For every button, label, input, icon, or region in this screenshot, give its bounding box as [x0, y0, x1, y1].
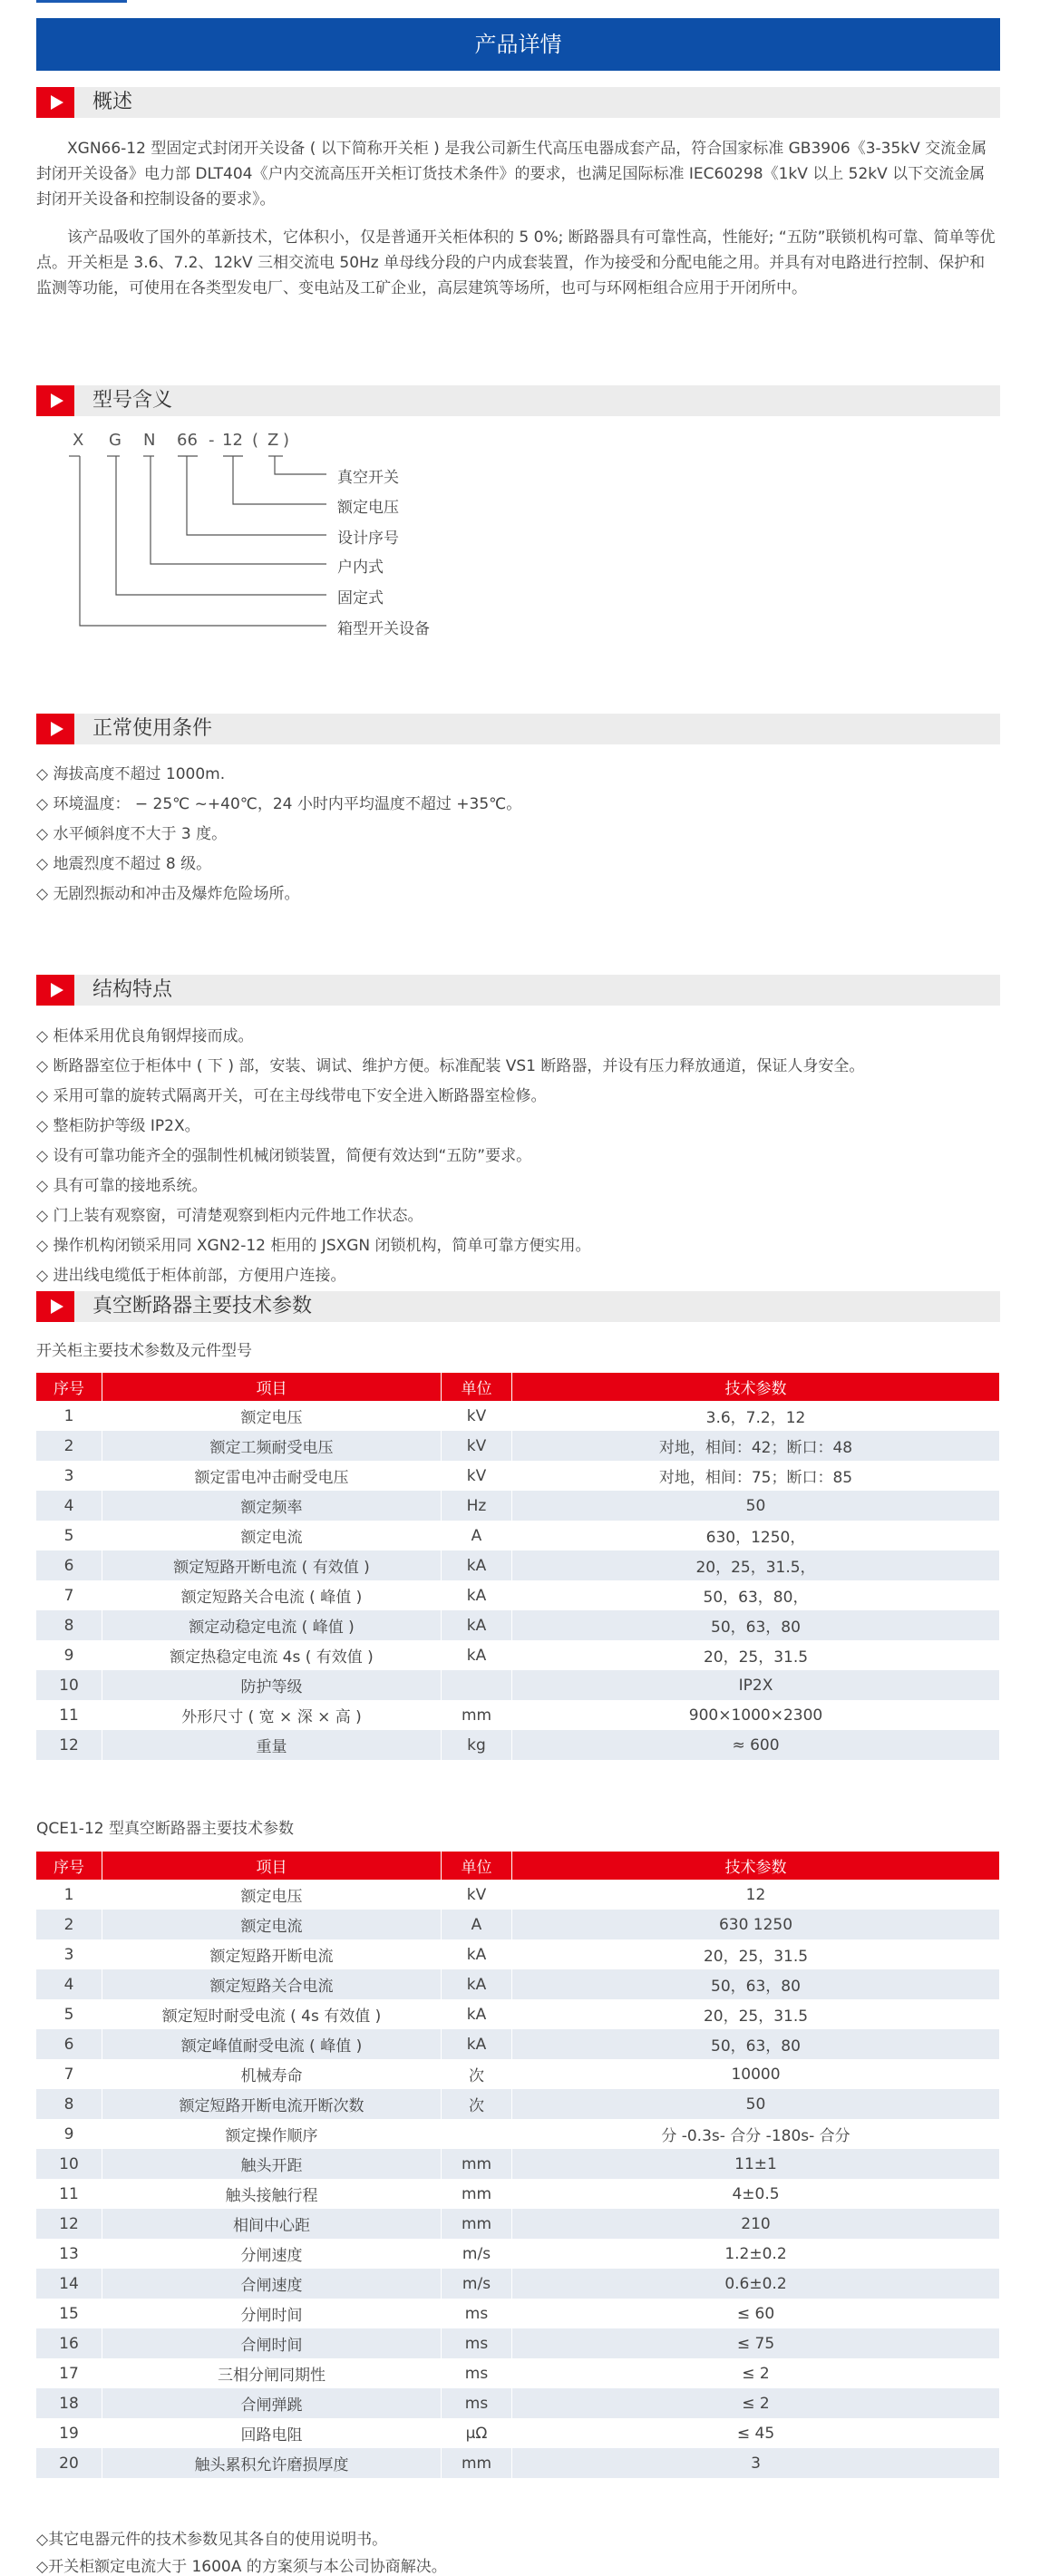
table-cell: 12: [512, 1880, 1000, 1910]
table-cell: 合闸时间: [102, 2328, 442, 2358]
table-cell: 1: [36, 1401, 102, 1431]
table-row: [36, 1580, 1000, 1610]
table-cell: 额定电压: [102, 1401, 442, 1431]
table-cell: 11: [36, 1700, 102, 1730]
table-cell: ≤ 45: [512, 2418, 1000, 2448]
table2-caption: QCE1-12 型真空断路器主要技术参数: [36, 1820, 294, 1838]
footnote: ◇其它电器元件的技术参数见其各自的使用说明书。: [36, 2531, 388, 2549]
footnote: ◇开关柜额定电流大于 1600A 的方案须与本公司协商解决。: [36, 2558, 447, 2576]
table-cell: 20，25，31.5，: [512, 1550, 1000, 1580]
table-cell: 20，25，31.5: [512, 1999, 1000, 2029]
list-item: ◇ 整柜防护等级 IP2X。: [36, 1117, 200, 1135]
table-cell: 额定电压: [102, 1880, 442, 1910]
table-cell: kV: [442, 1461, 512, 1491]
table-cell: 4: [36, 1491, 102, 1521]
table-cell: mm: [442, 1700, 512, 1730]
table-cell: kA: [442, 1640, 512, 1670]
table-cell: 2: [36, 1431, 102, 1461]
table-cell: 13: [36, 2239, 102, 2269]
table-header-row: [36, 1852, 1000, 1880]
section-header-conditions: [36, 714, 1000, 744]
table-cell: 6: [36, 1550, 102, 1580]
table-cell: 630 1250: [512, 1910, 1000, 1939]
table-cell: 相间中心距: [102, 2209, 442, 2239]
table-cell: [442, 2119, 512, 2149]
switchgear-params-table: [36, 1373, 1000, 1760]
table-cell: 额定短路开断电流 ( 有效值 ): [102, 1550, 442, 1580]
table-cell: mm: [442, 2209, 512, 2239]
table-row: [36, 2418, 1000, 2448]
model-diagram-lines: [0, 0, 1040, 653]
model-meaning-label: 真空开关: [337, 469, 399, 487]
list-item: ◇ 地震烈度不超过 8 级。: [36, 855, 212, 873]
table-cell: 额定短路开断电流开断次数: [102, 2089, 442, 2119]
table-cell: ≤ 75: [512, 2328, 1000, 2358]
table-row: [36, 2089, 1000, 2119]
table-cell: 3: [36, 1461, 102, 1491]
table-cell: 10: [36, 1670, 102, 1700]
table-cell: kA: [442, 2029, 512, 2059]
table-cell: 2: [36, 1910, 102, 1939]
table-row: [36, 2299, 1000, 2328]
table-body: [36, 1880, 1000, 2478]
table-cell: 0.6±0.2: [512, 2269, 1000, 2299]
table-cell: 7: [36, 2059, 102, 2089]
model-meaning-label: 额定电压: [337, 499, 399, 517]
table-cell: 11: [36, 2179, 102, 2209]
table-cell: 8: [36, 2089, 102, 2119]
table-cell: 三相分闸同期性: [102, 2358, 442, 2388]
list-item: ◇ 断路器室位于柜体中 ( 下 ) 部，安装、调试、维护方便。标准配装 VS1 断路器，并设有压力释放通道，保证人身安全。: [36, 1057, 865, 1075]
table-cell: 3: [36, 1939, 102, 1969]
column-header: 序号: [36, 1373, 102, 1401]
table-row: [36, 1640, 1000, 1670]
table-cell: 重量: [102, 1730, 442, 1760]
table-row: [36, 1700, 1000, 1730]
table-cell: 额定热稳定电流 4s ( 有效值 ): [102, 1640, 442, 1670]
table-cell: 额定动稳定电流 ( 峰值 ): [102, 1610, 442, 1640]
column-header: 序号: [36, 1852, 102, 1880]
table-cell: 分闸速度: [102, 2239, 442, 2269]
table-cell: 4±0.5: [512, 2179, 1000, 2209]
table-cell: 50，63，80: [512, 1969, 1000, 1999]
section-header-features: [36, 975, 1000, 1006]
table-cell: mm: [442, 2179, 512, 2209]
play-arrow-icon: [36, 975, 74, 1006]
table-cell: 触头累积允许磨损厚度: [102, 2448, 442, 2478]
table-cell: 9: [36, 2119, 102, 2149]
table-cell: kA: [442, 1969, 512, 1999]
section-title: 真空断路器主要技术参数: [92, 1295, 313, 1317]
table-cell: mm: [442, 2448, 512, 2478]
list-item: ◇ 具有可靠的接地系统。: [36, 1177, 208, 1195]
model-meaning-label: 户内式: [337, 559, 384, 577]
table-cell: 3: [512, 2448, 1000, 2478]
table-cell: ≤ 60: [512, 2299, 1000, 2328]
table-row: [36, 2358, 1000, 2388]
table-cell: kV: [442, 1401, 512, 1431]
table-cell: kV: [442, 1431, 512, 1461]
table-cell: 额定操作顺序: [102, 2119, 442, 2149]
table-cell: ms: [442, 2388, 512, 2418]
table-row: [36, 1939, 1000, 1969]
table-cell: 50，63，80，: [512, 1580, 1000, 1610]
table-cell: 额定频率: [102, 1491, 442, 1521]
table-cell: 630，1250，: [512, 1521, 1000, 1550]
table-cell: 额定短路关合电流 ( 峰值 ): [102, 1580, 442, 1610]
table-cell: 防护等级: [102, 1670, 442, 1700]
table-cell: kA: [442, 1550, 512, 1580]
model-letter: 12: [222, 431, 243, 450]
table-row: [36, 1670, 1000, 1700]
page-banner: 产品详情: [36, 18, 1000, 71]
table-cell: 额定短路关合电流: [102, 1969, 442, 1999]
table-cell: 1.2±0.2: [512, 2239, 1000, 2269]
table-cell: 17: [36, 2358, 102, 2388]
column-header: 单位: [442, 1373, 512, 1401]
table-cell: 9: [36, 1640, 102, 1670]
table-cell: kA: [442, 1939, 512, 1969]
table-cell: 外形尺寸 ( 宽 × 深 × 高 ): [102, 1700, 442, 1730]
table-cell: 额定工频耐受电压: [102, 1431, 442, 1461]
table-row: [36, 1610, 1000, 1640]
table-row: [36, 1969, 1000, 1999]
table-row: [36, 1730, 1000, 1760]
table-row: [36, 1999, 1000, 2029]
table-cell: 次: [442, 2089, 512, 2119]
table-cell: 分 -0.3s- 合分 -180s- 合分: [512, 2119, 1000, 2149]
model-letter: N: [143, 431, 156, 450]
table-cell: 20，25，31.5: [512, 1640, 1000, 1670]
table-cell: 额定电流: [102, 1910, 442, 1939]
table-cell: m/s: [442, 2269, 512, 2299]
list-item: ◇ 设有可靠功能齐全的强制性机械闭锁装置，简便有效达到“五防”要求。: [36, 1147, 532, 1165]
table-row: [36, 1521, 1000, 1550]
list-item: ◇ 水平倾斜度不大于 3 度。: [36, 825, 228, 843]
model-letter: G: [109, 431, 121, 450]
table-cell: 16: [36, 2328, 102, 2358]
table-cell: ms: [442, 2328, 512, 2358]
table-row: [36, 1550, 1000, 1580]
section-title: 结构特点: [92, 978, 173, 1001]
model-letter: 66: [177, 431, 198, 450]
table-cell: [442, 1670, 512, 1700]
table-cell: 11±1: [512, 2149, 1000, 2179]
table-row: [36, 1461, 1000, 1491]
model-letter: Z: [267, 431, 279, 450]
table-header-row: [36, 1373, 1000, 1401]
list-item: ◇ 柜体采用优良角钢焊接而成。: [36, 1027, 254, 1045]
table-cell: mm: [442, 2149, 512, 2179]
table-cell: 8: [36, 1610, 102, 1640]
table-cell: 50: [512, 1491, 1000, 1521]
table-cell: 额定短路开断电流: [102, 1939, 442, 1969]
table-cell: 7: [36, 1580, 102, 1610]
table-cell: 20，25，31.5: [512, 1939, 1000, 1969]
table-cell: 5: [36, 1999, 102, 2029]
table-row: [36, 2448, 1000, 2478]
table-cell: 19: [36, 2418, 102, 2448]
play-arrow-icon: [36, 714, 74, 744]
table-cell: 20: [36, 2448, 102, 2478]
table-cell: 50: [512, 2089, 1000, 2119]
table-cell: ≤ 2: [512, 2388, 1000, 2418]
list-item: ◇ 门上装有观察窗，可清楚观察到柜内元件地工作状态。: [36, 1207, 423, 1225]
table-cell: ≤ 2: [512, 2358, 1000, 2388]
model-letter: (: [252, 431, 259, 450]
table-cell: 50，63，80: [512, 1610, 1000, 1640]
table-cell: 额定电流: [102, 1521, 442, 1550]
table-row: [36, 1431, 1000, 1461]
table-cell: 触头开距: [102, 2149, 442, 2179]
column-header: 单位: [442, 1852, 512, 1880]
table-cell: 次: [442, 2059, 512, 2089]
breaker-params-table: [36, 1852, 1000, 2478]
table-row: [36, 2209, 1000, 2239]
table-cell: 12: [36, 1730, 102, 1760]
table-row: [36, 1491, 1000, 1521]
table-row: [36, 2059, 1000, 2089]
table-cell: kg: [442, 1730, 512, 1760]
table-row: [36, 2179, 1000, 2209]
table-cell: ms: [442, 2299, 512, 2328]
table-cell: ≈ 600: [512, 1730, 1000, 1760]
conditions-list: [36, 760, 1000, 909]
table-cell: 12: [36, 2209, 102, 2239]
table-cell: 6: [36, 2029, 102, 2059]
overview-paragraph-1: XGN66-12 型固定式封闭开关设备 ( 以下简称开关柜 ) 是我公司新生代高压电器成套产品，符合国家标准 GB3906《3-35kV 交流金属封闭开关设备》电力部 DLT404《户内交流高压开关柜订货技术条件》的要求，也满足国际标准 IEC60298《1kV 以上 52kV 以下交流金属封闭开关设备和控制设备的要求》。: [36, 140, 987, 209]
table-cell: 10000: [512, 2059, 1000, 2089]
table-cell: 额定峰值耐受电流 ( 峰值 ): [102, 2029, 442, 2059]
table-cell: Hz: [442, 1491, 512, 1521]
section-title: 概述: [92, 91, 133, 113]
table-cell: 3.6，7.2，12: [512, 1401, 1000, 1431]
list-item: ◇ 海拔高度不超过 1000m.: [36, 765, 226, 783]
table-row: [36, 2029, 1000, 2059]
model-letter: -: [209, 431, 215, 450]
table-cell: 15: [36, 2299, 102, 2328]
list-item: ◇ 进出线电缆低于柜体前部，方便用户连接。: [36, 1267, 346, 1285]
table-row: [36, 2269, 1000, 2299]
table-cell: kA: [442, 1610, 512, 1640]
table-row: [36, 2119, 1000, 2149]
list-item: ◇ 环境温度： − 25℃ ~+40℃，24 小时内平均温度不超过 +35℃。: [36, 795, 522, 813]
column-header: 技术参数: [512, 1852, 1000, 1880]
table-cell: 对地，相间：75；断口：85: [512, 1461, 1000, 1491]
table-cell: 1: [36, 1880, 102, 1910]
table-cell: 4: [36, 1969, 102, 1999]
table-cell: m/s: [442, 2239, 512, 2269]
model-meaning-label: 设计序号: [337, 530, 399, 548]
model-meaning-label: 箱型开关设备: [337, 620, 430, 638]
table-cell: A: [442, 1910, 512, 1939]
table-cell: 900×1000×2300: [512, 1700, 1000, 1730]
features-list: [36, 1022, 1000, 1291]
table-cell: 额定雷电冲击耐受电压: [102, 1461, 442, 1491]
table-cell: 合闸速度: [102, 2269, 442, 2299]
table-cell: IP2X: [512, 1670, 1000, 1700]
table-cell: 对地，相间：42；断口：48: [512, 1431, 1000, 1461]
model-meaning-label: 固定式: [337, 589, 384, 608]
table-cell: kA: [442, 1580, 512, 1610]
table-cell: 回路电阻: [102, 2418, 442, 2448]
column-header: 技术参数: [512, 1373, 1000, 1401]
model-letter: X: [73, 431, 84, 450]
list-item: ◇ 操作机构闭锁采用同 XGN2-12 柜用的 JSXGN 闭锁机构，简单可靠方便实用。: [36, 1237, 591, 1255]
table-cell: ms: [442, 2358, 512, 2388]
table-cell: 50，63，80: [512, 2029, 1000, 2059]
table-cell: A: [442, 1521, 512, 1550]
table-cell: 分闸时间: [102, 2299, 442, 2328]
play-arrow-icon: [36, 1291, 74, 1322]
table-cell: 额定短时耐受电流 ( 4s 有效值 ): [102, 1999, 442, 2029]
table-cell: μΩ: [442, 2418, 512, 2448]
table-cell: 触头接触行程: [102, 2179, 442, 2209]
table-cell: 合闸弹跳: [102, 2388, 442, 2418]
column-header: 项目: [102, 1373, 442, 1401]
table-body: [36, 1401, 1000, 1760]
section-title: 正常使用条件: [92, 717, 213, 740]
table-row: [36, 2149, 1000, 2179]
table-cell: 机械寿命: [102, 2059, 442, 2089]
table-row: [36, 2328, 1000, 2358]
section-header-params: [36, 1291, 1000, 1322]
list-item: ◇ 采用可靠的旋转式隔离开关，可在主母线带电下安全进入断路器室检修。: [36, 1087, 547, 1105]
table-row: [36, 2388, 1000, 2418]
table1-caption: 开关柜主要技术参数及元件型号: [36, 1342, 252, 1360]
column-header: 项目: [102, 1852, 442, 1880]
table-cell: 14: [36, 2269, 102, 2299]
table-row: [36, 1401, 1000, 1431]
table-cell: kA: [442, 1999, 512, 2029]
table-cell: 5: [36, 1521, 102, 1550]
table-row: [36, 1880, 1000, 1910]
list-item: ◇ 无剧烈振动和冲击及爆炸危险场所。: [36, 885, 300, 903]
table-row: [36, 1910, 1000, 1939]
model-letter: ): [283, 431, 290, 450]
section-title: 型号含义: [92, 389, 173, 412]
overview-paragraph-2: 该产品吸收了国外的革新技术，它体积小，仅是普通开关柜体积的 5 0%; 断路器具有可靠性高，性能好; “五防”联锁机构可靠、简单等优点。开关柜是 3.6、7.2、12kV 三相交流电 50Hz 单母线分段的户内成套装置，作为接受和分配电能之用。并具有对电路进行控制、保护和监测等功能，可使用在各类型发电厂、变电站及工矿企业，高层建筑等场所，也可与环网柜组合应用于开闭所中。: [36, 228, 996, 297]
table-cell: kV: [442, 1880, 512, 1910]
table-cell: 10: [36, 2149, 102, 2179]
table-cell: 18: [36, 2388, 102, 2418]
table-cell: 210: [512, 2209, 1000, 2239]
table-row: [36, 2239, 1000, 2269]
